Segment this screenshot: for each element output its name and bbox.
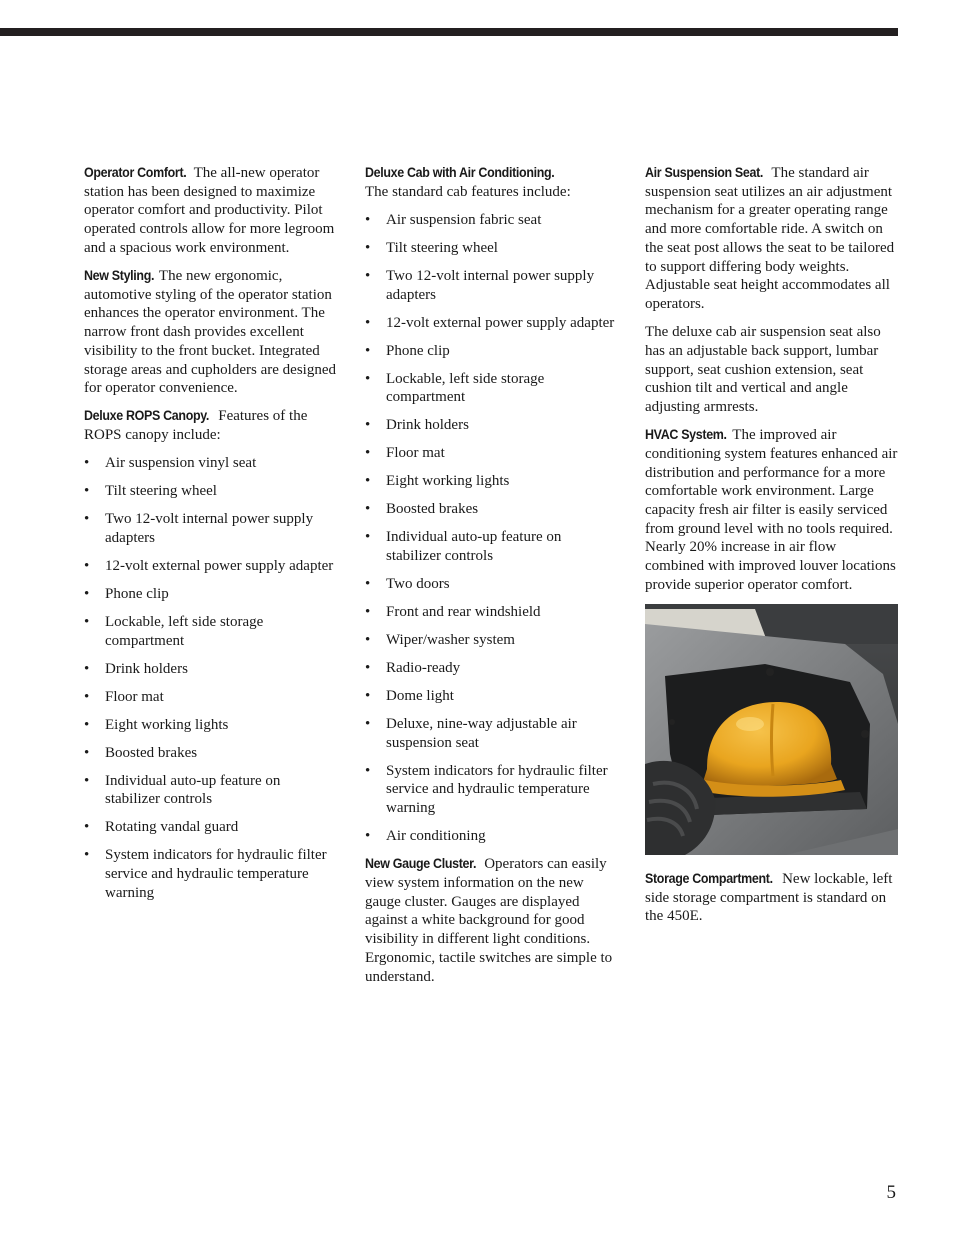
list-item: • Tilt steering wheel (84, 482, 338, 501)
air-seat-heading: Air Suspension Seat. (645, 165, 764, 180)
air-seat-body: The standard air suspension seat utilizes an air adjustment mechanism for a greater operating range and more comfortable ride. A switch on the seat post allows the seat to be tailored to support differing body weights. Adjustable seat height accommodates all operators. (645, 165, 895, 312)
page-number: 5 (886, 1182, 896, 1203)
gauge-cluster-paragraph (365, 855, 619, 986)
list-item: • Eight working lights (84, 716, 338, 735)
hvac-paragraph (645, 426, 899, 594)
top-rule (0, 28, 898, 36)
list-item: • Drink holders (365, 416, 619, 435)
list-item: • Air suspension vinyl seat (84, 454, 338, 473)
air-seat-paragraph (645, 164, 899, 314)
storage-paragraph (645, 870, 899, 926)
rops-canopy-body: Features of the ROPS canopy include: (84, 408, 308, 444)
hard-hat-photo-illustration (645, 604, 898, 855)
gauge-cluster-body: Operators can easily view system information on the new gauge cluster. Gauges are displayed against a white background for good visibility in different light conditions. Ergonomic, tactile switches are simple to understand. (365, 856, 613, 985)
new-styling-heading: New Styling. (84, 268, 155, 284)
operator-comfort-body: The all-new operator station has been designed to maximize operator comfort and productivity. Pilot operated controls allow for more legroom and a spacious work environment. (84, 165, 335, 256)
list-item: • Lockable, left side storage compartment (365, 370, 619, 407)
operator-comfort-heading: Operator Comfort. (84, 165, 187, 180)
list-item: • Front and rear windshield (365, 603, 619, 622)
list-item: • Individual auto-up feature on stabilizer controls (84, 772, 338, 809)
list-item: • Wiper/washer system (365, 631, 619, 650)
list-item: • Tilt steering wheel (365, 239, 619, 258)
deluxe-cab-body: The standard cab features include: (365, 183, 571, 200)
list-item: • Lockable, left side storage compartment (84, 613, 338, 650)
operator-comfort-paragraph (84, 164, 338, 258)
list-item: • Boosted brakes (84, 744, 338, 763)
column-1 (84, 164, 338, 912)
deluxe-cab-heading: Deluxe Cab with Air Conditioning. (365, 165, 555, 180)
list-item: • Two 12-volt internal power supply adapters (365, 267, 619, 304)
rops-canopy-heading: Deluxe ROPS Canopy. (84, 408, 210, 424)
storage-body: New lockable, left side storage compartment is standard on the 450E. (645, 870, 893, 925)
list-item: • Individual auto-up feature on stabilizer controls (365, 528, 619, 565)
list-item: • 12-volt external power supply adapter (84, 557, 338, 576)
new-styling-body: The new ergonomic, automotive styling of the operator station enhances the operator environment. The narrow front dash provides excellent visibility to the front bucket. Integrated storage areas and cupholders are designed for operator convenience. (84, 268, 336, 397)
list-item: • Air suspension fabric seat (365, 211, 619, 230)
gauge-cluster-heading: New Gauge Cluster. (365, 856, 477, 872)
storage-compartment-photo (645, 604, 898, 855)
rops-canopy-list (84, 454, 338, 902)
list-item: • System indicators for hydraulic filter service and hydraulic temperature warning (365, 762, 619, 818)
list-item: • Air conditioning (365, 827, 619, 846)
deluxe-cab-paragraph (365, 164, 619, 201)
list-item: • Drink holders (84, 660, 338, 679)
column-3 (645, 164, 899, 936)
list-item: • 12-volt external power supply adapter (365, 314, 619, 333)
storage-heading: Storage Compartment. (645, 870, 773, 886)
list-item: • Deluxe, nine-way adjustable air suspension seat (365, 715, 619, 752)
list-item: • System indicators for hydraulic filter service and hydraulic temperature warning (84, 846, 338, 902)
list-item: • Boosted brakes (365, 500, 619, 519)
air-seat-deluxe-paragraph: The deluxe cab air suspension seat also has an adjustable back support, lumbar support, seat cushion extension, seat cushion tilt and vertical and angle adjusting armrests. (645, 324, 881, 415)
hvac-body: The improved air conditioning system features enhanced air distribution and performance for a more comfortable work environment. Large capacity fresh air filter is easily serviced from ground level with no tools required. Nearly 20% increase in air flow combined with improved louver locations provide superior operator comfort. (645, 427, 898, 593)
rops-canopy-paragraph (84, 407, 338, 444)
list-item: • Radio-ready (365, 659, 619, 678)
list-item: • Rotating vandal guard (84, 818, 338, 837)
list-item: • Two 12-volt internal power supply adapters (84, 510, 338, 547)
hvac-heading: HVAC System. (645, 427, 727, 443)
list-item: • Eight working lights (365, 472, 619, 491)
list-item: • Floor mat (84, 688, 338, 707)
deluxe-cab-list (365, 211, 619, 846)
column-2 (365, 164, 619, 996)
list-item: • Phone clip (84, 585, 338, 604)
new-styling-paragraph (84, 267, 338, 398)
list-item: • Two doors (365, 575, 619, 594)
list-item: • Dome light (365, 687, 619, 706)
list-item: • Phone clip (365, 342, 619, 361)
list-item: • Floor mat (365, 444, 619, 463)
